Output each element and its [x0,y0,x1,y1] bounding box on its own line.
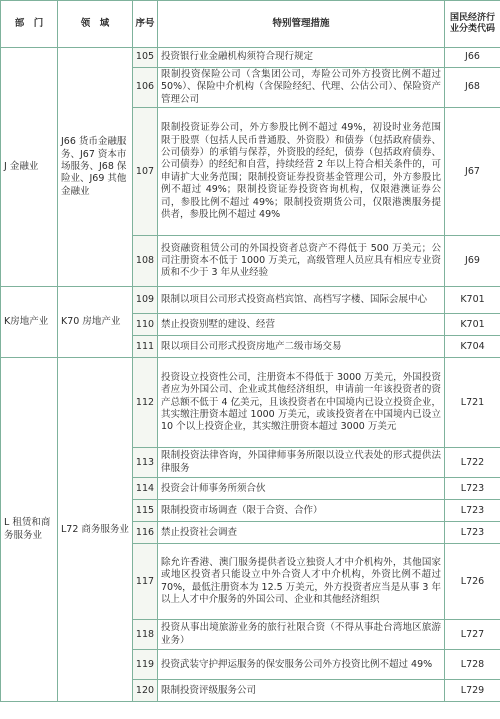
row-number: 115 [133,500,158,522]
industry-code: J68 [445,68,500,108]
measure-text: 投资融资租赁公司的外国投资者总资产不得低于 500 万美元；公司注册资本不低于 1000 万美元，高级管理人员应具有相应专业资质和不少于 3 年从业经验 [158,236,445,287]
measure-text: 投资武装守护押运服务的保安服务公司外方投资比例不超过 49% [158,650,445,680]
dept-cell-finance: J 金融业 [1,48,58,287]
row-number: 107 [133,108,158,236]
header-measure: 特别管理措施 [158,1,445,48]
industry-code: L729 [445,680,500,702]
field-cell-finance [58,48,133,287]
field-cell-realestate [58,287,133,358]
industry-code: L728 [445,650,500,680]
measure-text: 除允许香港、澳门服务提供者设立独资人才中介机构外，其他国家或地区投资者只能设立中外合资人才中介机构，外资比例不超过 70%，最低注册资本为 12.5 万美元，外方投资者应当是从事 3 年以上人才中介服务的外国公司、企业和其他经济组织 [158,544,445,620]
table-row [1,358,500,448]
row-number: 106 [133,68,158,108]
measure-text: 限制以项目公司形式投资高档宾馆、高档写字楼、国际会展中心 [158,287,445,314]
industry-code: L722 [445,448,500,478]
industry-code: L726 [445,544,500,620]
row-number: 110 [133,314,158,336]
row-number: 105 [133,48,158,68]
industry-code: L723 [445,478,500,500]
measure-text: 限制投资评级服务公司 [158,680,445,702]
header-no: 序号 [133,1,158,48]
industry-code: K701 [445,314,500,336]
field-cell-leasing [58,358,133,702]
industry-code: L723 [445,522,500,544]
row-number: 112 [133,358,158,448]
row-number: 118 [133,620,158,650]
measure-text: 投资设立投资性公司，注册资本不得低于 3000 万美元，外国投资者应为外国公司、企业或其他经济组织，申请前一年该投资者的资产总额不低于 4 亿美元，且该投资者在中国境内已设立投资企业，其实缴注册资本超过 1000 万美元，或该投资者在中国境内已设立 10 个以上投资企业，其实缴注册资本超过 3000 万美元 [158,358,445,448]
measure-text: 禁止投资别墅的建设、经营 [158,314,445,336]
measure-text: 限制投资保险公司（含集团公司，寿险公司外方投资比例不超过 50%）、保险中介机构（含保险经纪、代理、公估公司）、保险资产管理公司 [158,68,445,108]
measure-text: 限以项目公司形式投资房地产二级市场交易 [158,336,445,358]
measure-text: 限制投资证券公司，外方参股比例不超过 49%，初设时业务范围限于股票（包括人民币普通股、外资股）和债券（包括政府债券、公司债券）的承销与保荐，外资股的经纪，债券（包括政府债券、公司债券）的经纪和自营，持续经营 2 年以上符合相关条件的，可申请扩大业务范围；限制投资证券投资基金管理公司，外方参股比例不超过 49%；限制投资证券投资咨询机构，仅限港澳证券公司，参股比例不超过 49%；限制投资期货公司，仅限港澳服务提供者，参股比例不超过 49% [158,108,445,236]
row-number: 116 [133,522,158,544]
industry-code: J69 [445,236,500,287]
field-label: K70 房地产业 [61,316,121,328]
industry-code: L721 [445,358,500,448]
industry-code: L723 [445,500,500,522]
measure-text: 限制投资市场调查（限于合资、合作） [158,500,445,522]
header-code: 国民经济行业分类代码 [445,1,500,48]
field-label: J66 货币金融服务、J67 资本市场服务、J68 保险业、J69 其他金融业 [61,136,127,197]
header-field: 领 域 [58,1,133,48]
table-row [1,48,500,68]
industry-code: L727 [445,620,500,650]
measure-text: 限制投资法律咨询，外国律师事务所限以设立代表处的形式提供法律服务 [158,448,445,478]
row-number: 117 [133,544,158,620]
industry-code: K701 [445,287,500,314]
table-row [1,287,500,314]
measure-text: 投资从事出境旅游业务的旅行社限合资（不得从事赴台湾地区旅游业务） [158,620,445,650]
dept-cell-leasing: L 租赁和商务服务业 [1,358,58,702]
measure-text: 投资银行业金融机构须符合现行规定 [158,48,445,68]
industry-code: J67 [445,108,500,236]
row-number: 108 [133,236,158,287]
row-number: 120 [133,680,158,702]
row-number: 111 [133,336,158,358]
row-number: 114 [133,478,158,500]
header-row [1,1,500,48]
row-number: 109 [133,287,158,314]
dept-cell-realestate: K房地产业 [1,287,58,358]
measure-text: 禁止投资社会调查 [158,522,445,544]
row-number: 113 [133,448,158,478]
header-dept: 部 门 [1,1,58,48]
industry-code: K704 [445,336,500,358]
field-label: L72 商务服务业 [61,523,129,535]
industry-code: J66 [445,48,500,68]
measure-text: 投资会计师事务所须合伙 [158,478,445,500]
row-number: 119 [133,650,158,680]
